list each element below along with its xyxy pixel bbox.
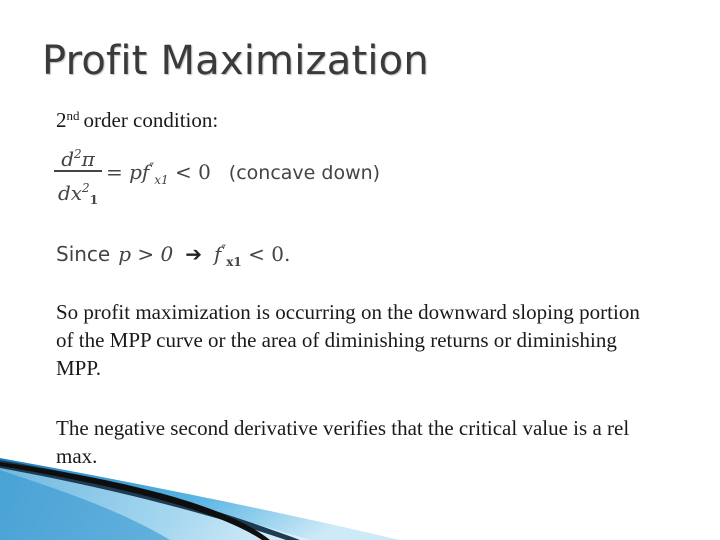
fraction-denominator <box>54 174 102 207</box>
second-derivative-fraction <box>54 140 102 207</box>
condition-heading <box>56 108 218 133</box>
price-positive-condition: p > 0 <box>118 242 174 266</box>
fraction-numerator <box>54 140 102 171</box>
since-line <box>56 242 290 269</box>
since-result: < 0. <box>241 242 291 266</box>
ordinal-suffix: nd <box>66 108 80 123</box>
numerator-exponent: 2 <box>74 147 82 161</box>
paragraph-rel-max: The negative second derivative verifies that the critical value is a rel max. <box>56 416 630 468</box>
since-word: Since <box>56 242 111 266</box>
denominator-subscript: 1 <box>89 193 99 207</box>
since-subscript: x1 <box>226 255 242 269</box>
denominator-exponent: 2 <box>82 181 90 195</box>
since-f: f <box>214 242 222 266</box>
implies-arrow-icon: ➔ <box>185 242 202 266</box>
paragraph-downward-sloping: So profit maximization is occurring on the downward sloping portion of the MPP curve or the area of diminishing returns or diminishing MPP. <box>56 300 640 380</box>
condition-text: order condition: <box>83 108 219 132</box>
numerator-pi: π <box>81 147 95 171</box>
slide-title: Profit Maximization <box>42 38 429 84</box>
rhs-pf: = pf <box>106 160 150 184</box>
rhs-primes: ″ <box>149 161 155 176</box>
numerator-d: d <box>61 147 74 171</box>
concave-down-note: (concave down) <box>228 162 381 184</box>
rhs-subscript: x1 <box>154 173 169 187</box>
denominator-dx: dx <box>57 181 83 205</box>
rhs-less-than-zero: < 0 <box>168 160 211 184</box>
since-primes: ″ <box>221 243 227 258</box>
equation-rhs <box>106 160 380 187</box>
ordinal-number: 2 <box>56 108 67 132</box>
